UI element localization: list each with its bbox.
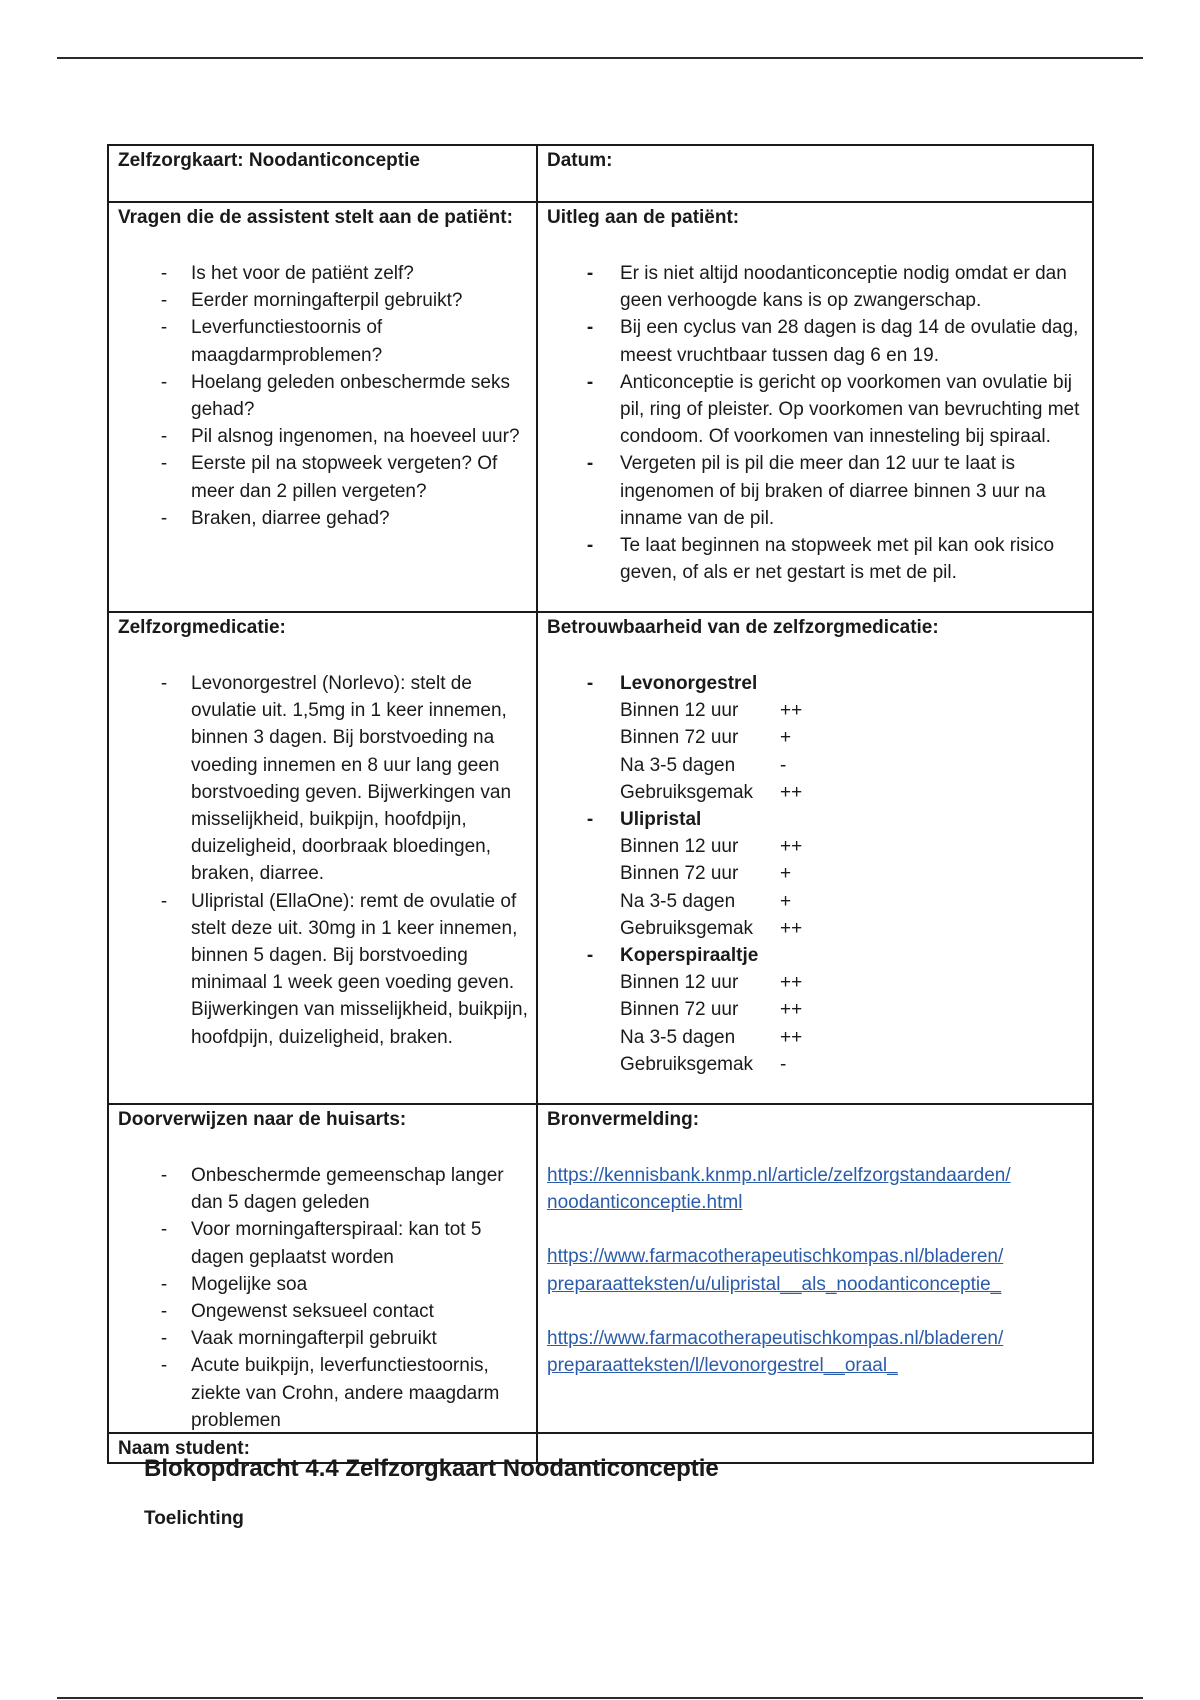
- reliability-group-name: - Levonorgestrel: [586, 673, 758, 694]
- reliability-row: Binnen 12 uur ++: [620, 700, 803, 722]
- table-cell: [109, 203, 538, 611]
- table-cell: [109, 613, 538, 1103]
- list-item: - Ongewenst seksueel contact: [160, 1301, 434, 1323]
- reference-link-line[interactable]: noodanticonceptie.html: [547, 1192, 743, 1214]
- list-item: - Braken, diarree gehad?: [160, 507, 390, 529]
- reliability-group-name: - Ulipristal: [586, 809, 702, 831]
- reliability-row: Na 3-5 dagen ++: [620, 1026, 803, 1048]
- table-cell: [538, 203, 1092, 611]
- reference-link-line[interactable]: https://www.farmacotherapeutischkompas.nl/bladeren/: [547, 1246, 1004, 1268]
- list-item: - Pil alsnog ingenomen, na hoeveel uur?: [160, 426, 520, 448]
- list-item: - Hoelang geleden onbeschermde seks gehad?: [160, 371, 510, 421]
- reliability-row: Na 3-5 dagen -: [620, 754, 787, 776]
- reliability-row: Binnen 72 uur +: [620, 727, 792, 749]
- reliability-row: Binnen 72 uur ++: [620, 999, 803, 1021]
- list-item: - Leverfunctiestoornis of maagdarmproblemen?: [160, 317, 383, 366]
- zelfzorgkaart-table: [107, 144, 1094, 1464]
- list-item: - Eerder morningafterpil gebruikt?: [160, 290, 463, 312]
- list-item: - Is het voor de patiënt zelf?: [160, 263, 414, 284]
- betrouwbaarheid-heading: Betrouwbaarheid van de zelfzorgmedicatie:: [547, 617, 939, 638]
- list-item: - Voor morningafterspiraal: kan tot 5 dagen geplaatst worden: [160, 1219, 482, 1268]
- reliability-group: [547, 942, 1084, 1078]
- list-item: - Levonorgestrel (Norlevo): stelt de ovulatie uit. 1,5mg in 1 keer innemen, binnen 3 dagen. Bij borstvoeding na voeding innemen en 8 uur lang geen borstvoeding geven. Bijwerkingen van misselijkheid, buikpijn, hoofdpijn, duizeligheid, doorbraak bloedingen, braken, diarree.: [160, 673, 512, 885]
- table-cell: [538, 1105, 1092, 1432]
- naam-student-label: Naam student:: [118, 1438, 250, 1459]
- list-item: - Vergeten pil is pil die meer dan 12 uur te laat is ingenomen of bij braken of diarree binnen 3 uur na inname van de pil.: [586, 453, 1046, 529]
- reliability-group-name: - Koperspiraaltje: [586, 945, 759, 967]
- list-item: - Onbeschermde gemeenschap langer dan 5 dagen geleden: [160, 1165, 504, 1214]
- list-item: - Ulipristal (EllaOne): remt de ovulatie of stelt deze uit. 30mg in 1 keer innemen, binnen 5 dagen. Bij borstvoeding minimaal 1 week geen voeding geven. Bijwerkingen van misselijkheid, buikpijn, hoofdpijn, duizeligheid, braken.: [160, 890, 528, 1048]
- vragen-list: [118, 260, 528, 532]
- uitleg-list: [547, 260, 1084, 586]
- reliability-row: Binnen 72 uur +: [620, 863, 792, 885]
- table-cell: [538, 146, 1092, 201]
- reliability-row: Gebruiksgemak ++: [620, 781, 803, 803]
- reference-link-line[interactable]: preparaatteksten/l/levonorgestrel__oraal_: [547, 1355, 898, 1377]
- list-item: - Acute buikpijn, leverfunctiestoornis, ziekte van Crohn, andere maagdarm problemen: [160, 1355, 500, 1431]
- medicatie-list: [118, 670, 528, 1051]
- reference-link-line[interactable]: preparaatteksten/u/ulipristal__als_noodanticonceptie_: [547, 1273, 1002, 1295]
- reference-link[interactable]: [547, 1162, 1084, 1216]
- list-item: - Vaak morningafterpil gebruikt: [160, 1328, 437, 1350]
- medicatie-heading: Zelfzorgmedicatie:: [118, 617, 286, 638]
- list-item: - Eerste pil na stopweek vergeten? Of meer dan 2 pillen vergeten?: [160, 453, 498, 502]
- reliability-group: [547, 670, 1084, 806]
- reliability-row: Gebruiksgemak -: [620, 1053, 787, 1075]
- list-item: - Te laat beginnen na stopweek met pil kan ook risico geven, of als er net gestart is met de pil.: [586, 535, 1055, 584]
- reliability-row: Binnen 12 uur ++: [620, 972, 803, 994]
- table-row: [109, 201, 1092, 611]
- document-title: Blokopdracht 4.4 Zelfzorgkaart Noodanticonceptie: [144, 1455, 719, 1482]
- table-cell: [538, 613, 1092, 1103]
- uitleg-heading: Uitleg aan de patiënt:: [547, 207, 740, 228]
- list-item: - Bij een cyclus van 28 dagen is dag 14 de ovulatie dag, meest vruchtbaar tussen dag 6 en 19.: [586, 317, 1079, 366]
- doorverwijzen-heading: Doorverwijzen naar de huisarts:: [118, 1109, 407, 1130]
- datum-label: Datum:: [547, 150, 613, 171]
- footer-rule: [57, 1697, 1143, 1699]
- vragen-heading: Vragen die de assistent stelt aan de patiënt:: [118, 207, 513, 228]
- reliability-row: Gebruiksgemak ++: [620, 917, 803, 939]
- reference-link-line[interactable]: https://kennisbank.knmp.nl/article/zelfzorgstandaarden/: [547, 1165, 1011, 1186]
- bronvermelding-heading: Bronvermelding:: [547, 1109, 700, 1130]
- list-item: - Anticonceptie is gericht op voorkomen van ovulatie bij pil, ring of pleister. Op voorkomen van bevruchting met condoom. Of voorkomen van innesteling bij spiraal.: [586, 371, 1080, 448]
- table-cell: [109, 146, 538, 201]
- card-title: Zelfzorgkaart: Noodanticonceptie: [118, 150, 420, 171]
- reference-link[interactable]: [547, 1243, 1084, 1297]
- list-item: - Mogelijke soa: [160, 1273, 308, 1295]
- toelichting-heading: Toelichting: [144, 1508, 244, 1529]
- table-row: [109, 611, 1092, 1103]
- reference-list: [547, 1162, 1084, 1379]
- reliability-row: Binnen 12 uur ++: [620, 836, 803, 858]
- doorverwijzen-list: [118, 1162, 528, 1434]
- reference-link-line[interactable]: https://www.farmacotherapeutischkompas.nl/bladeren/: [547, 1327, 1004, 1349]
- reliability-row: Na 3-5 dagen +: [620, 890, 792, 912]
- reference-link[interactable]: [547, 1325, 1084, 1379]
- table-row: [109, 1103, 1092, 1432]
- table-row: [109, 146, 1092, 201]
- reliability-group: [547, 806, 1084, 942]
- header-rule: [57, 57, 1143, 59]
- table-cell: [109, 1105, 538, 1432]
- list-item: - Er is niet altijd noodanticonceptie nodig omdat er dan geen verhoogde kans is op zwangerschap.: [586, 263, 1067, 312]
